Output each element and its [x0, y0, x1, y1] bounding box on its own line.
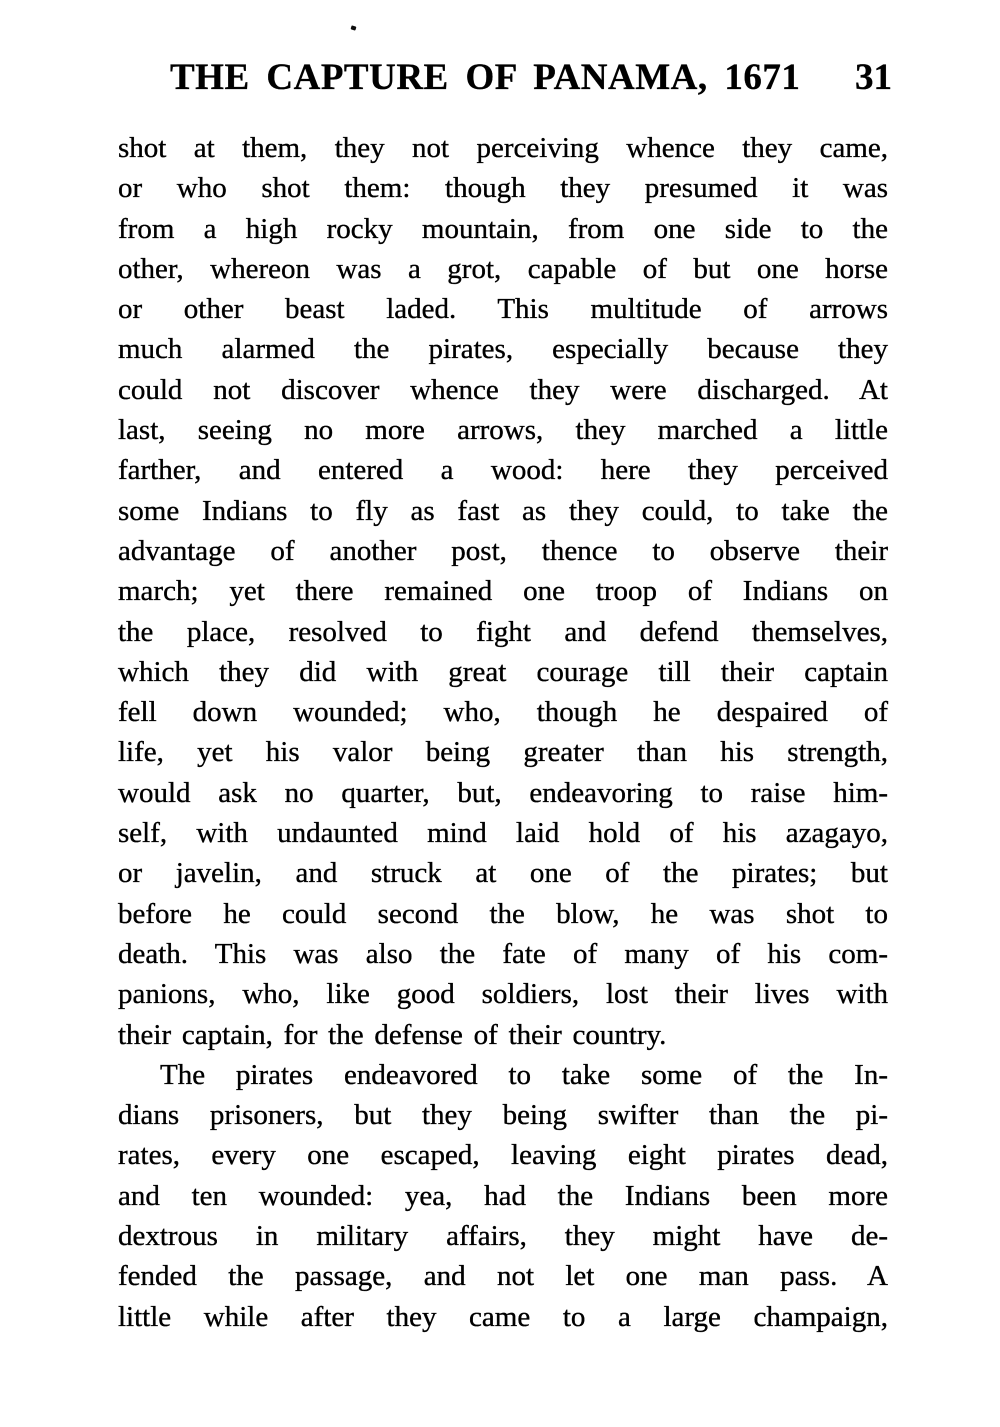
text-line: shot at them, they not perceiving whence they came, — [118, 132, 888, 164]
text-line: would ask no quarter, but, endeavoring to raise him- — [118, 776, 888, 809]
ink-speck — [351, 25, 357, 30]
text-line: fell down wounded; who, though he despaired of — [118, 696, 888, 729]
text-line: much alarmed the pirates, especially because they — [118, 333, 888, 366]
text-line: some Indians to fly as fast as they could, to take the — [118, 494, 888, 527]
text-line: the place, resolved to fight and defend themselves, — [118, 615, 888, 648]
text-line: and ten wounded: yea, had the Indians been more — [118, 1179, 888, 1212]
text-line: or who shot them: though they presumed it was — [118, 172, 888, 205]
text-line: dextrous in military affairs, they might have de- — [118, 1220, 888, 1253]
text-line: which they did with great courage till their captain — [118, 655, 888, 688]
text-line: fended the passage, and not let one man pass. A — [118, 1260, 888, 1293]
text-line: or javelin, and struck at one of the pirates; but — [118, 857, 888, 890]
text-line: advantage of another post, thence to observe their — [118, 534, 888, 567]
text-line: rates, every one escaped, leaving eight pirates dead, — [118, 1139, 888, 1172]
text-line: death. This was also the fate of many of his com- — [118, 937, 888, 970]
text-line: or other beast laded. This multitude of arrows — [118, 293, 888, 326]
text-line: march; yet there remained one troop of Indians on — [118, 575, 888, 608]
text-line: last, seeing no more arrows, they marched a little — [118, 414, 888, 447]
text-line-paragraph-end: their captain, for the defense of their country. — [118, 1018, 667, 1051]
text-line: from a high rocky mountain, from one side to the — [118, 212, 888, 245]
text-line: life, yet his valor being greater than his strength, — [118, 736, 888, 769]
text-line: self, with undaunted mind laid hold of his azagayo, — [118, 817, 888, 850]
text-line-paragraph-start: The pirates endeavored to take some of the In- — [160, 1058, 888, 1091]
text-line: panions, who, like good soldiers, lost their lives with — [118, 978, 888, 1011]
text-line: little while after they came to a large champaign, — [118, 1300, 888, 1333]
text-line: farther, and entered a wood: here they perceived — [118, 454, 888, 487]
body-text — [118, 128, 888, 1337]
page-number: 31 — [855, 57, 892, 98]
chapter-title: THE CAPTURE OF PANAMA, 1671 — [170, 57, 801, 98]
text-line: could not discover whence they were discharged. At — [118, 373, 888, 406]
text-line: other, whereon was a grot, capable of but one horse — [118, 252, 888, 285]
text-line: before he could second the blow, he was shot to — [118, 897, 888, 930]
running-header — [170, 57, 892, 99]
text-line: dians prisoners, but they being swifter than the pi- — [118, 1099, 888, 1132]
